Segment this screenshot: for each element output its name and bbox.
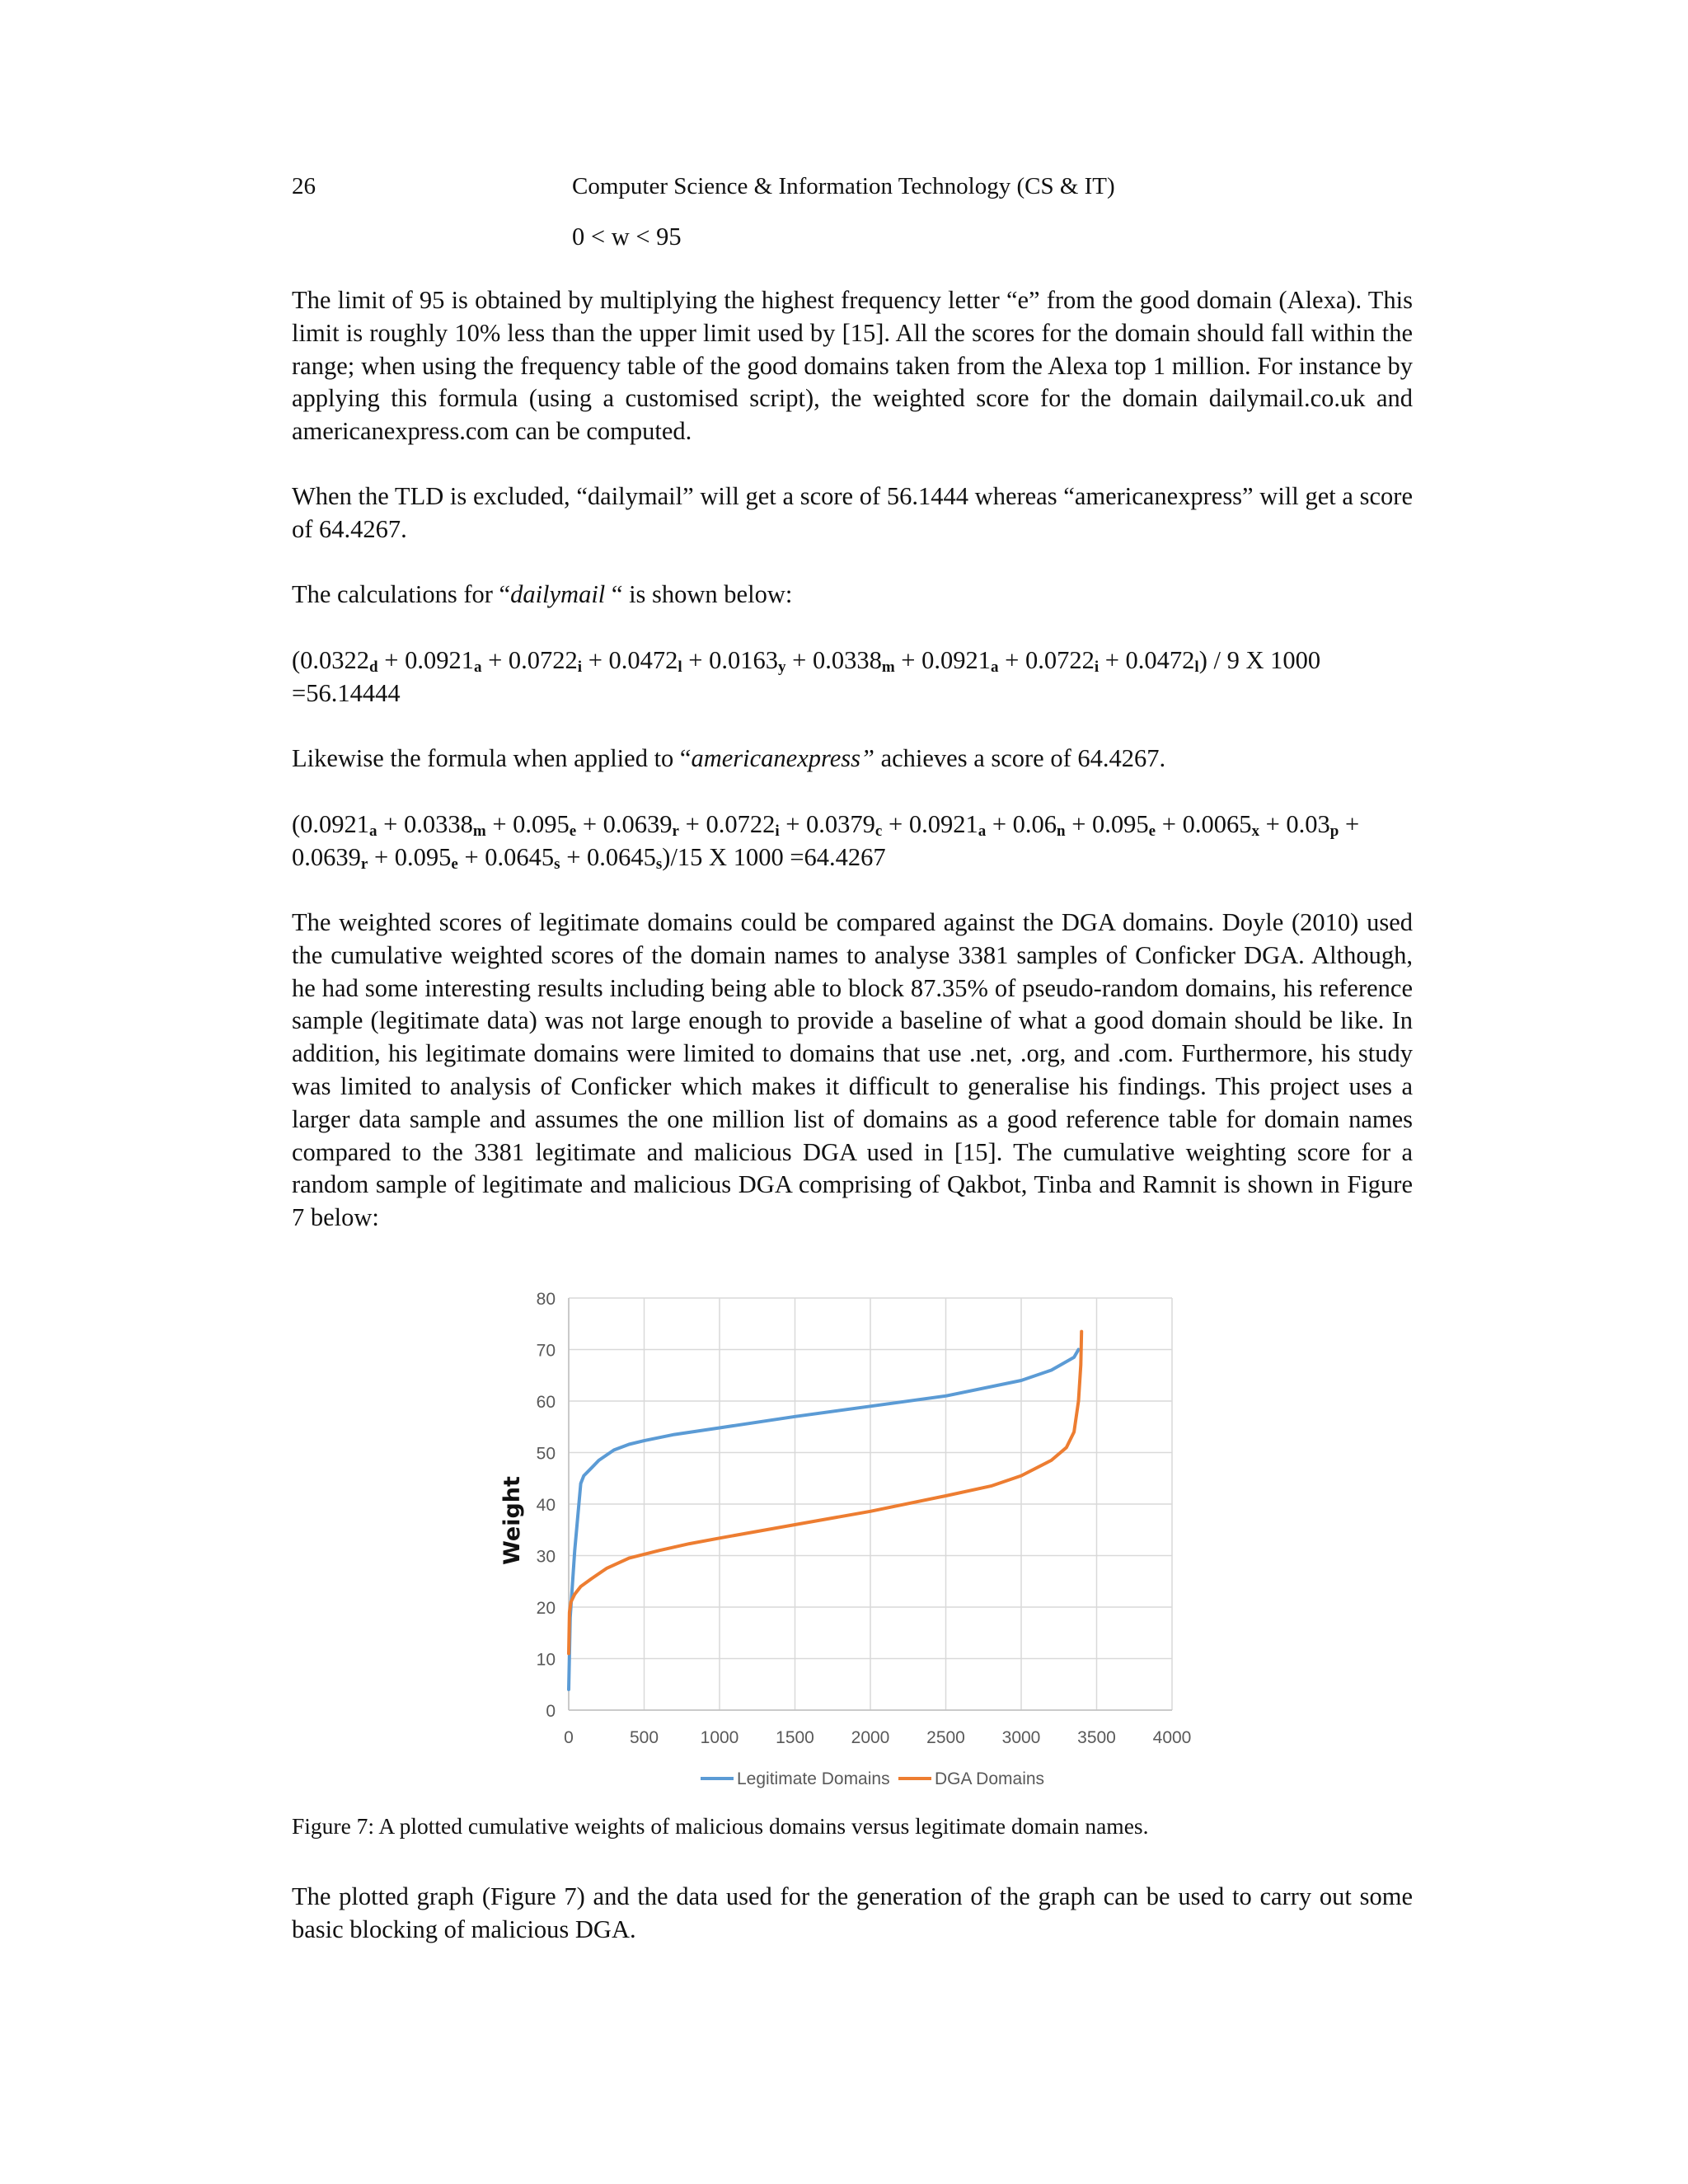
calc-term: $0.095_e$ <box>394 842 458 873</box>
legend-label: Legitimate Domains <box>737 1769 890 1788</box>
calc-term-letter: i <box>775 823 780 840</box>
series-line-dga <box>569 1332 1081 1654</box>
calc-term: $0.095_e$ <box>1092 810 1156 840</box>
calc-result: ) / 9 X 1000 =56.14444 <box>292 646 1321 707</box>
calc-term-letter: a <box>473 658 482 676</box>
calc-term-letter: e <box>451 855 458 873</box>
calc-term-letter: r <box>672 823 679 840</box>
amex-intro-post: achieves a score of 64.4267. <box>874 744 1166 772</box>
calc-term: $0.0472_l$ <box>1125 646 1199 676</box>
amex-intro-pre: Likewise the formula when applied to “ <box>292 744 692 772</box>
calc-term-letter: p <box>1329 823 1339 840</box>
calc-term-letter: r <box>360 855 368 873</box>
x-tick-label: 3000 <box>1001 1728 1041 1747</box>
y-tick-label: 30 <box>536 1547 556 1567</box>
paragraph-calc-intro <box>292 579 1413 612</box>
calc-result: )/15 X 1000 =64.4267 <box>662 842 886 871</box>
y-axis-label: Weight <box>499 1476 525 1565</box>
paragraph-doyle: The weighted scores of legitimate domains could be compared against the DGA domains. Doyle (2010) used the cumulative weighted scores of the domain names to analyse 3381 samples of Conficker DGA. Although, he had some interesting results including being able to block 87.35% of pseudo-random domains, his reference sample (legitimate data) was not large enough to provide a baseline of what a good domain should be like. In addition, his legitimate domains were limited to domains that use .net, .org, and .com. Furthermore, his study was limited to analysis of Conficker which makes it difficult to generalise his findings. This project uses a larger data sample and assumes the one million list of domains as a good reference table for domain names compared to the 3381 legitimate and malicious DGA used in [15]. The cumulative weighting score for a random sample of legitimate and malicious DGA comprising of Qakbot, Tinba and Ramnit is shown in Figure 7 below: <box>292 908 1413 1232</box>
calc-term-letter: s <box>554 855 560 873</box>
dailymail-calculation: $(0.0322_d + 0.0921_a + 0.0722_i + 0.0472_l + 0.0163_y + 0.0338_m + 0.0921_a + 0.0722_i + 0.0472_l) / 9$ X 1000 =56.14444 <box>292 646 1321 707</box>
calc-term-letter: s <box>655 855 663 873</box>
calc-term-letter: d <box>369 658 378 676</box>
calc-term-letter: c <box>874 823 883 840</box>
calc-term: $0.06_n$ <box>1012 810 1066 840</box>
calc-term-letter: i <box>577 658 583 676</box>
y-tick-label: 50 <box>536 1444 556 1464</box>
y-tick-label: 40 <box>536 1496 556 1515</box>
page-header <box>292 173 1413 206</box>
calc-term: $0.0639_r$ <box>292 842 368 873</box>
x-tick-label: 0 <box>564 1728 574 1747</box>
calc-term: $0.0722_i$ <box>706 810 780 840</box>
y-tick-label: 10 <box>536 1650 556 1670</box>
calc-term: $0.0065_x$ <box>1182 810 1259 840</box>
calc-term-letter: m <box>881 658 895 676</box>
y-tick-label: 0 <box>546 1702 556 1721</box>
calc-term: $0.0472_l$ <box>608 646 682 676</box>
x-tick-label: 4000 <box>1152 1728 1192 1747</box>
calc-term: $0.0645_s$ <box>587 842 663 873</box>
calc-term-letter: l <box>1194 658 1199 676</box>
y-tick-label: 20 <box>536 1599 556 1618</box>
y-tick-label: 80 <box>536 1290 556 1309</box>
y-tick-label: 70 <box>536 1341 556 1361</box>
paragraph-scores: When the TLD is excluded, “dailymail” will get a score of 56.1444 whereas “americanexpress” will get a score of 64.4267. <box>292 482 1413 543</box>
calc-term: $0.0322_d$ <box>300 646 378 676</box>
x-tick-label: 2000 <box>851 1728 890 1747</box>
calc-term: $0.0163_y$ <box>709 646 786 676</box>
x-tick-label: 2500 <box>926 1728 965 1747</box>
calc-term: $0.0639_r$ <box>603 810 679 840</box>
calc-term-letter: l <box>678 658 682 676</box>
calc-term-letter: i <box>1094 658 1100 676</box>
calc-term: $0.0722_i$ <box>1025 646 1100 676</box>
x-tick-label: 1500 <box>776 1728 814 1747</box>
paragraph-conclusion: The plotted graph (Figure 7) and the data used for the generation of the graph can be used to carry out some basic blocking of malicious DGA. <box>292 1882 1413 1943</box>
calc-term-letter: e <box>1148 823 1156 840</box>
figure-7 <box>495 1282 1203 1809</box>
x-tick-label: 500 <box>629 1728 659 1747</box>
cumulative-weights-chart <box>495 1282 1203 1809</box>
calc-term-letter: n <box>1057 823 1066 840</box>
americanexpress-calculation: $(0.0921_a + 0.0338_m + 0.095_e + 0.0639_r + 0.0722_i + 0.0379_c + 0.0921_a + 0.06_n + 0.095_e + 0.0065_x + 0.03_p + 0.0639_r + 0.095_e + 0.0645_s + 0.0645_s)/15$ X 1000 =64.4267 <box>292 810 1360 873</box>
calc-term-letter: x <box>1251 823 1259 840</box>
legend-label: DGA Domains <box>935 1769 1045 1788</box>
calc-intro-post: “ is shown below: <box>605 580 793 608</box>
calc-term: $0.0645_s$ <box>485 842 560 873</box>
calc-term: $0.03_p$ <box>1286 810 1339 840</box>
calc-term-letter: a <box>978 823 987 840</box>
calc-term: $0.0338_m$ <box>404 810 486 840</box>
calc-term-letter: a <box>369 823 377 840</box>
y-tick-label: 60 <box>536 1393 556 1412</box>
calc-term: $0.0921_a$ <box>405 646 482 676</box>
calc-term: $0.0921_a$ <box>908 810 987 840</box>
x-tick-label: 1000 <box>700 1728 739 1747</box>
weight-inequality: 0 < w < 95 <box>572 223 682 251</box>
calc-term-letter: e <box>569 823 577 840</box>
amex-intro-term: americanexpress” <box>691 744 874 772</box>
calc-term: $0.095_e$ <box>513 810 577 840</box>
calc-term-letter: a <box>990 658 999 676</box>
x-tick-label: 3500 <box>1077 1728 1116 1747</box>
journal-title: Computer Science & Information Technology (CS & IT) <box>572 173 1115 199</box>
calc-intro-term: dailymail <box>510 580 606 608</box>
calc-term: $0.0722_i$ <box>508 646 583 676</box>
paragraph-limit: The limit of 95 is obtained by multiplying the highest frequency letter “e” from the good domain (Alexa). This limit is roughly 10% less than the upper limit used by [15]. All the scores for the domain should fall within the range; when using the frequency table of the good domains taken from the Alexa top 1 million. For instance by applying this formula (using a customised script), the weighted score for the domain dailymail.co.uk and americanexpress.com can be computed. <box>292 286 1413 446</box>
page-number: 26 <box>292 173 316 199</box>
calc-term-letter: m <box>472 823 486 840</box>
calc-term-letter: y <box>778 658 786 676</box>
calc-term: $0.0921_a$ <box>300 810 377 840</box>
calc-intro-pre: The calculations for “ <box>292 580 511 608</box>
calc-term: $0.0379_c$ <box>806 810 883 840</box>
paragraph-americanexpress <box>292 743 1413 776</box>
calc-term: $0.0921_a$ <box>921 646 999 676</box>
figure-caption: Figure 7: A plotted cumulative weights of malicious domains versus legitimate domain names. <box>292 1813 1149 1839</box>
calc-term: $0.0338_m$ <box>812 646 895 676</box>
